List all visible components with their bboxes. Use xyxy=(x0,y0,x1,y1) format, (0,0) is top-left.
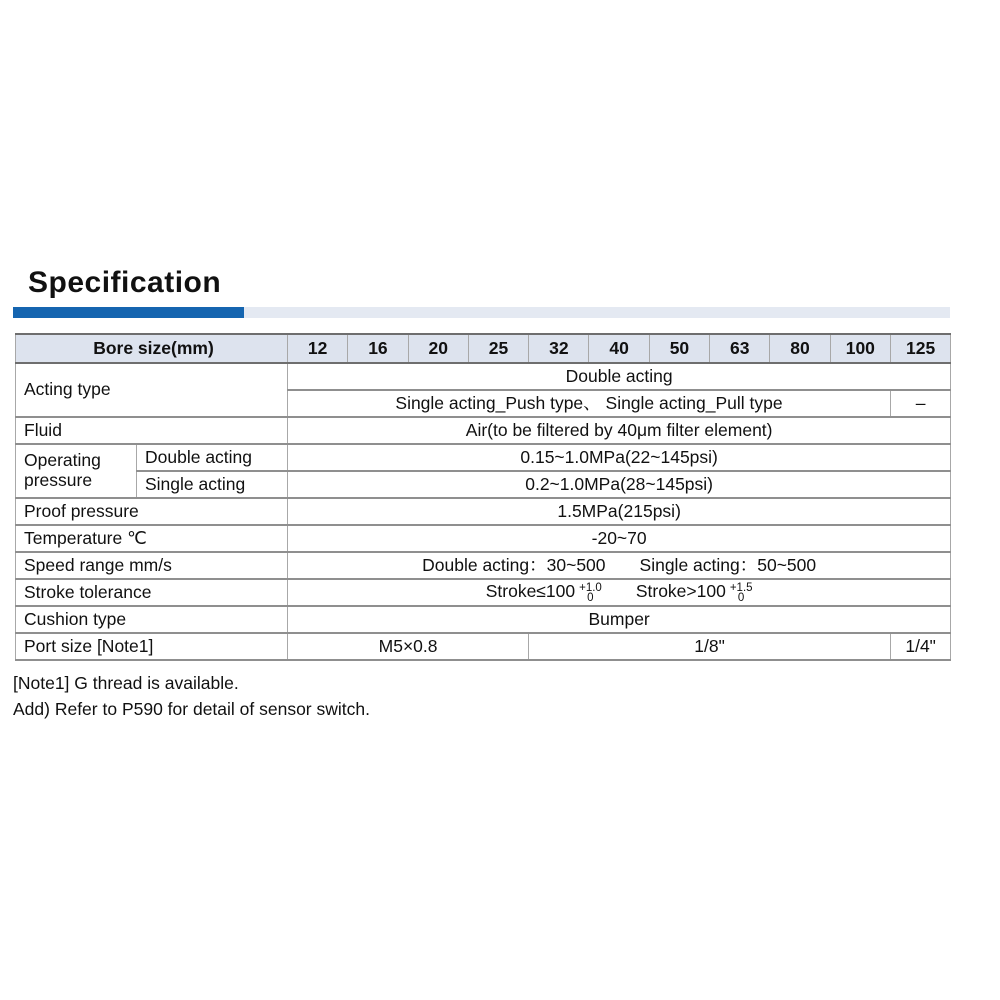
speed-range-double: Double acting：30~500 xyxy=(422,554,606,575)
footnotes xyxy=(13,670,370,722)
port-size-row xyxy=(16,633,951,660)
temperature-value: -20~70 xyxy=(288,525,951,552)
port-size-small-bores: M5×0.8 xyxy=(288,633,529,660)
cushion-type-value: Bumper xyxy=(288,606,951,633)
operating-pressure-double-value: 0.15~1.0MPa(22~145psi) xyxy=(288,444,951,471)
cushion-type-label: Cushion type xyxy=(16,606,288,633)
stroke-tolerance-value xyxy=(288,579,951,606)
acting-type-single-value: Single acting_Push type、 Single acting_Pull type xyxy=(288,390,891,417)
bore-size-25: 25 xyxy=(468,334,528,363)
bore-size-40: 40 xyxy=(589,334,649,363)
stroke-gt-tolerance xyxy=(730,583,753,603)
stroke-gt-text: Stroke>100 xyxy=(635,581,726,601)
acting-type-label: Acting type xyxy=(16,363,288,417)
stroke-le-tolerance xyxy=(579,583,602,603)
fluid-label: Fluid xyxy=(16,417,288,444)
operating-pressure-label: Operating pressure xyxy=(16,444,137,498)
stroke-le-tolerance-lower: 0 xyxy=(587,592,594,604)
title-underline xyxy=(13,307,950,318)
page-title: Specification xyxy=(28,266,222,299)
acting-type-single-125-dash: – xyxy=(890,390,950,417)
fluid-value: Air(to be filtered by 40μm filter element) xyxy=(288,417,951,444)
acting-type-double-value: Double acting xyxy=(288,363,951,390)
speed-range-single: Single acting：50~500 xyxy=(639,554,817,575)
fluid-row xyxy=(16,417,951,444)
acting-type-row-double xyxy=(16,363,951,390)
stroke-tolerance-label: Stroke tolerance xyxy=(16,579,288,606)
bore-size-20: 20 xyxy=(408,334,468,363)
operating-pressure-row-single xyxy=(16,471,951,498)
bore-size-100: 100 xyxy=(830,334,890,363)
proof-pressure-value: 1.5MPa(215psi) xyxy=(288,498,951,525)
stroke-gt-tolerance-lower: 0 xyxy=(737,592,745,604)
speed-range-label: Speed range mm/s xyxy=(16,552,288,579)
bore-size-header: Bore size(mm) xyxy=(16,334,288,363)
proof-pressure-label: Proof pressure xyxy=(16,498,288,525)
cushion-type-row xyxy=(16,606,951,633)
operating-pressure-row-double xyxy=(16,444,951,471)
operating-pressure-single-value: 0.2~1.0MPa(28~145psi) xyxy=(288,471,951,498)
port-size-label: Port size [Note1] xyxy=(16,633,288,660)
stroke-le-tolerance-upper: +1.0 xyxy=(579,582,602,594)
title-underline-light xyxy=(244,307,950,318)
note-2: Add) Refer to P590 for detail of sensor switch. xyxy=(13,699,370,719)
port-size-mid-bores: 1/8" xyxy=(529,633,891,660)
stroke-le-text: Stroke≤100 xyxy=(485,581,576,601)
proof-pressure-row xyxy=(16,498,951,525)
bore-size-80: 80 xyxy=(770,334,830,363)
bore-size-63: 63 xyxy=(710,334,770,363)
title-underline-accent xyxy=(13,307,244,318)
operating-pressure-double-label: Double acting xyxy=(137,444,288,471)
bore-size-12: 12 xyxy=(288,334,348,363)
temperature-row xyxy=(16,525,951,552)
operating-pressure-single-label: Single acting xyxy=(137,471,288,498)
bore-size-125: 125 xyxy=(890,334,950,363)
temperature-label: Temperature ℃ xyxy=(16,525,288,552)
port-size-large-bore: 1/4" xyxy=(890,633,950,660)
table-header-row xyxy=(16,334,951,363)
speed-range-row xyxy=(16,552,951,579)
bore-size-50: 50 xyxy=(649,334,709,363)
stroke-tolerance-row xyxy=(16,579,951,606)
stroke-gt-tolerance-upper: +1.5 xyxy=(729,582,753,594)
bore-size-16: 16 xyxy=(348,334,408,363)
note-1: [Note1] G thread is available. xyxy=(13,673,239,693)
speed-range-value xyxy=(288,552,951,579)
specification-table xyxy=(15,333,951,661)
bore-size-32: 32 xyxy=(529,334,589,363)
